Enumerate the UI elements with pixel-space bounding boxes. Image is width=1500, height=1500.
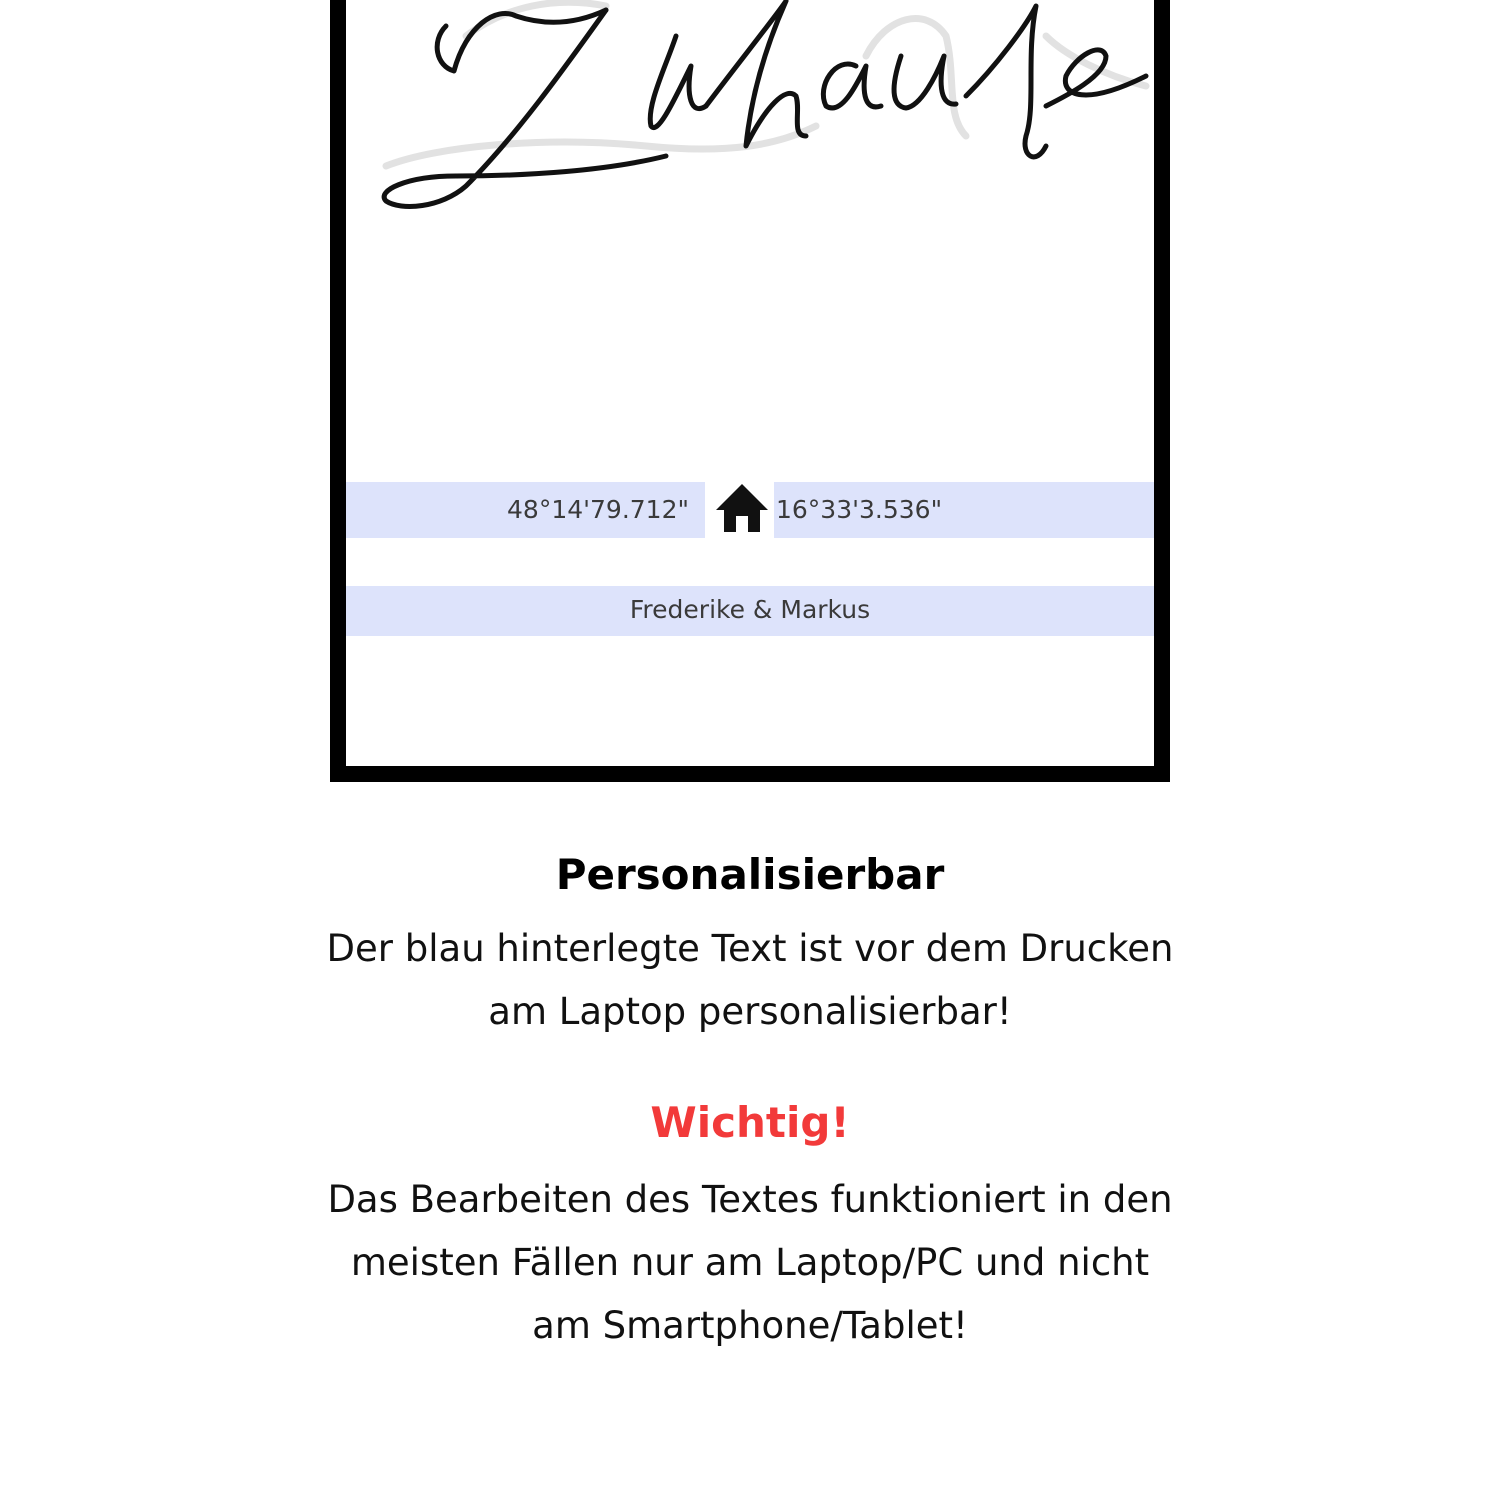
coordinate-longitude: 16°33'3.536" [776, 495, 943, 524]
warning-body [250, 1168, 1250, 1357]
info-body [250, 917, 1250, 1043]
warning-body-line: meisten Fällen nur am Laptop/PC und nicht [350, 1241, 1150, 1284]
warning-body-line: am Smartphone/Tablet! [532, 1304, 968, 1347]
warning-title: Wichtig! [650, 1098, 850, 1147]
info-body-line: Der blau hinterlegte Text ist vor dem Drucken [326, 927, 1174, 970]
info-body-line: am Laptop personalisierbar! [488, 990, 1012, 1033]
warning-body-line: Das Bearbeiten des Textes funktioniert in den [327, 1178, 1173, 1221]
poster-frame [330, 0, 1170, 782]
couple-names: Frederike & Markus [629, 595, 871, 624]
info-title: Personalisierbar [555, 850, 945, 899]
coordinate-latitude: 48°14'79.712" [507, 495, 689, 524]
script-lettering [346, 0, 1154, 256]
house-icon [714, 482, 770, 534]
